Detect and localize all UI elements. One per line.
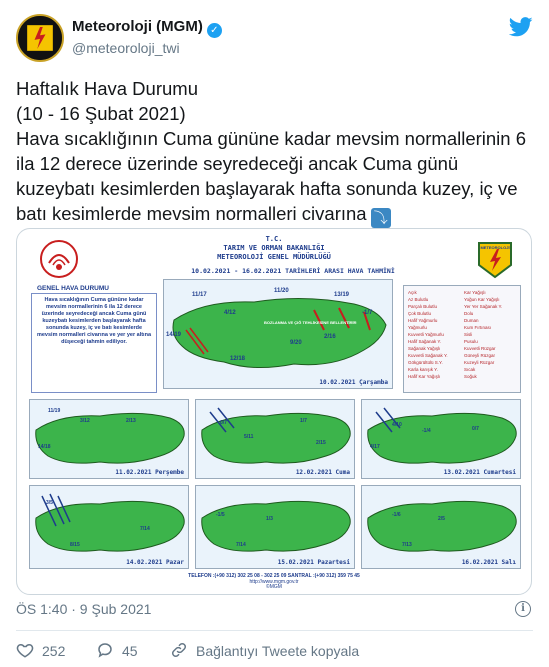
day-temp: 5/11 [244,434,254,440]
legend-item: Az Bulutlu [408,297,429,302]
legend-item: Kuzeyli Rüzgar [464,360,495,365]
legend-col-2 [464,289,502,380]
like-button[interactable] [16,641,65,659]
legend-item: Kum Fırtınası [464,325,492,330]
legend-item: Kar Yağışlı [464,290,486,295]
copy-link-label: Bağlantıyı Tweete kopyala [196,643,360,659]
main-temp: 4/12 [224,310,236,316]
legend-item: Yoğun Kar Yağışlı [464,297,500,302]
main-temp: 14/19 [166,332,182,338]
day-temp: 0/7 [220,420,227,426]
author-name[interactable] [72,18,222,38]
day-temp: 7/14 [236,542,246,548]
legend [403,285,521,393]
legend-item: Yer Yer Sağanak Y. [464,304,503,309]
legend-item: Açık [408,290,417,295]
link-icon [170,641,188,659]
tweet-line: (10 - 16 Şubat 2021) [16,103,186,124]
legend-item: Yağmurlu [408,325,427,330]
legend-item: Kuvvetli Yağmurlu [408,332,444,337]
day-temp: 14/18 [38,444,51,450]
main-map [163,279,393,389]
day-label: 12.02.2021 Cuma [295,469,350,476]
day-temp: 2/13 [126,418,136,424]
main-temp: 13/19 [334,292,350,298]
day-temp: 4/10 [392,422,402,428]
legend-item: Hafif Kar Yağışlı [408,374,441,379]
day-temp: -1/6 [392,512,401,518]
legend-item: Pusulu [464,339,478,344]
legend-item: Sisli [464,332,473,337]
legend-item: Karla karışık Y. [408,367,438,372]
day-temp: 7/14 [140,526,150,532]
main-temp: -1/7 [362,310,373,316]
tweet-line-last [16,201,536,228]
day-map [361,399,521,479]
legend-item: Güneyli Rüzgar [464,353,496,358]
day-temp: 3/12 [80,418,90,424]
day-map [29,399,189,479]
reply-button[interactable] [96,641,138,659]
legend-item: Dolu [464,311,474,316]
day-temp: 1/3 [266,516,273,522]
legend-item: Çok Bulutlu [408,311,432,316]
poster-header-line: T.C. [265,235,283,243]
day-temp: 8/15 [70,542,80,548]
main-temp: 2/16 [324,334,336,340]
legend-item: Hafif Yağmurlu [408,318,438,323]
like-count: 252 [42,643,66,659]
tweet-line-text: batı kesimlerde mevsim normalleri civarına [16,203,367,224]
poster-header-line: METEOROLOJİ GENEL MÜDÜRLÜĞÜ [217,253,331,261]
legend-item: Soğuk [464,374,477,379]
legend-item: Hafif Sağanak Y. [408,339,442,344]
day-temp: -1/5 [216,512,225,518]
main-temp: 12/18 [230,356,246,362]
heart-icon [16,641,34,659]
avatar[interactable] [16,14,64,62]
turkey-map-day [362,486,522,570]
day-temp: 0/7 [472,426,479,432]
day-temp: 7/13 [402,542,412,548]
poster-header-line: TARIM VE ORMAN BAKANLIĞI [223,244,325,252]
main-map-date: 10.02.2021 Çarşamba [319,379,388,386]
meteoroloji-logo [475,239,515,279]
day-label: 16.02.2021 Salı [461,559,516,566]
tweet-line: ila 12 derece üzerinde seyredeceği ancak Cuma günü [16,153,459,174]
day-map [195,485,355,569]
author-name-text[interactable]: Meteoroloji (MGM) [72,18,203,35]
day-temp: -1/4 [422,428,431,434]
day-temp: 1/7 [300,418,307,424]
twitter-bird-icon[interactable] [509,16,533,38]
main-map-note: BOZLANMA VE ÇIĞ TEHLİKESİNE BELLENTİRİR [264,320,357,325]
tweet-image[interactable] [16,228,532,595]
tweet-line: Haftalık Hava Durumu [16,78,198,99]
poster-footer-web: http://www.mgm.gov.tr [249,579,299,585]
reply-count: 45 [122,643,138,659]
day-map [29,485,189,569]
legend-item: Duman [464,318,479,323]
tweet-line: Hava sıcaklığının Cuma gününe kadar mevsim normallerinin 6 [16,128,527,149]
tweet-timestamp[interactable]: ÖS 1:40 · 9 Şub 2021 [16,601,152,617]
poster-date-range: 10.02.2021 - 16.02.2021 TARİHLERİ ARASI HAVA TAHMİNİ [191,267,395,275]
poster-footer-copyright: ©MGM [266,584,282,590]
legend-item: Kuvvetli Sağanak Y. [408,353,448,358]
info-icon[interactable]: i [515,601,531,617]
weather-forecast-poster [23,235,525,590]
legend-col-1 [408,289,448,380]
meteoroloji-logo-text: METEOROLOJİ [480,245,510,250]
legend-item: Sağanak Yağışlı [408,346,441,351]
legend-item: Sıcak [464,367,476,372]
main-temp: 11/17 [192,292,207,298]
day-temp: 4/17 [370,444,380,450]
summary-title: GENEL HAVA DURUMU [37,285,109,292]
arrow-down-emoji-icon: ⤵ [371,208,391,228]
day-map [195,399,355,479]
turkey-map-day [196,486,356,570]
author-handle[interactable]: @meteoroloji_twi [72,40,180,56]
day-label: 13.02.2021 Cumartesi [443,469,516,476]
reply-bubble-icon [96,641,114,659]
summary-text: Hava sıcaklığının Cuma gününe kadar mevsim normallerinin 6 ila 12 derece üzerinde seyredeceği ancak Cuma günü kuzeybatı kesimlerden başlayarak hafta sonunda kuzey, iç ve batı kesimlerde mevsim normalleri civarına ve yer yer altına düşeceği tahmin ediliyor. [31,293,157,393]
main-temp: 9/20 [290,340,302,346]
poster-footer-phone: TELEFON :(+90 312) 302 25 08 - 302 25 09 SANTRAL :(+90 312) 359 75 45 [188,573,360,579]
legend-item: Parçalı Bulutlu [408,304,438,309]
day-temp: 2/15 [316,440,326,446]
day-map [361,485,521,569]
day-label: 11.02.2021 Perşembe [115,469,184,476]
tweet-line: kuzeybatı kesimlerden başlayarak hafta sonunda kuzey, iç ve [16,178,518,199]
tweet-text [16,76,536,228]
turkey-map-day [30,486,190,570]
day-temp: 2/5 [438,516,445,522]
turkey-map-day [362,400,522,480]
day-label: 15.02.2021 Pazartesi [277,559,350,566]
main-temp: 11/20 [274,288,289,294]
mgm-logo-icon [18,16,62,60]
verified-badge-icon: ✓ [207,23,222,38]
legend-item: Kuvvetli Rüzgar [464,346,496,351]
turkey-map-day [196,400,356,480]
copy-link-button[interactable] [170,641,359,659]
day-temp: 3/5 [46,500,53,506]
day-temp: 11/19 [48,408,61,414]
divider [16,630,533,631]
legend-item: Gökgürültülü S.Y. [408,360,443,365]
day-label: 14.02.2021 Pazar [126,559,184,566]
